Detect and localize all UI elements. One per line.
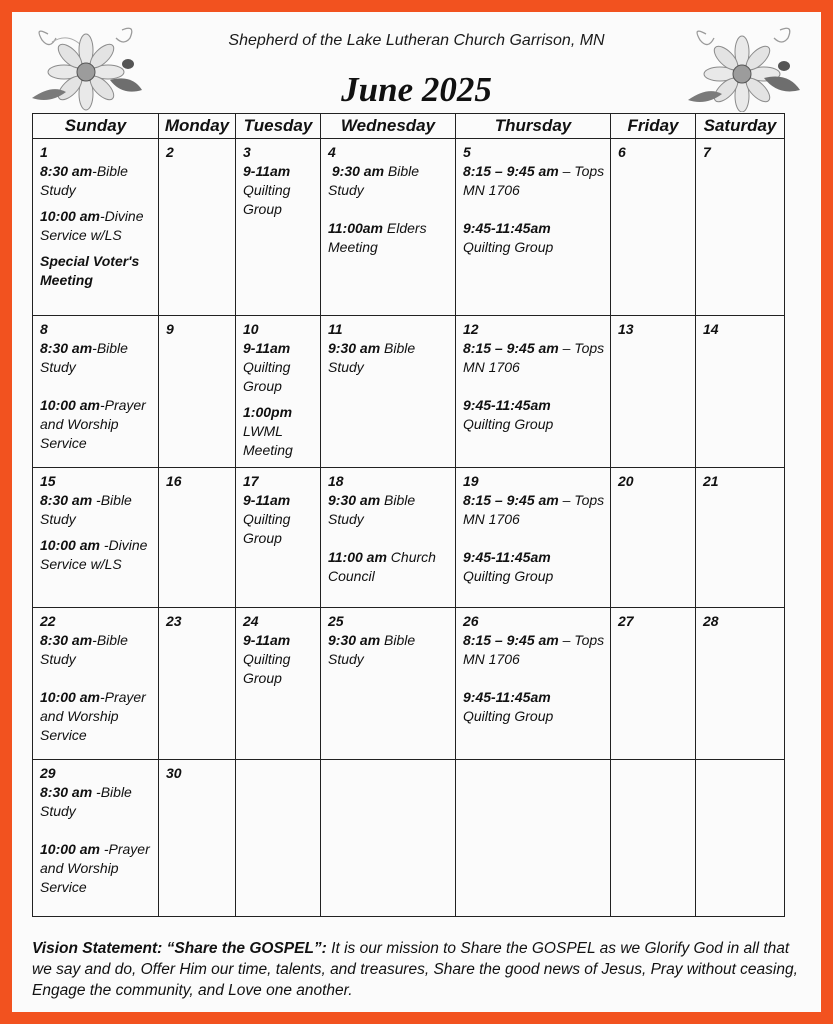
day-cell [696, 608, 785, 760]
day-cell [33, 316, 159, 468]
event-entry: 9:30 am Bible Study [328, 340, 416, 375]
day-cell [159, 468, 236, 608]
day-cell [159, 608, 236, 760]
day-number: 23 [166, 613, 182, 629]
day-number: 2 [166, 144, 174, 160]
event-entry: 10:00 am -Prayer and Worship Service [40, 841, 150, 895]
calendar-grid [32, 113, 785, 917]
weekday-saturday: Saturday [696, 114, 785, 139]
day-cell [321, 760, 456, 917]
day-cell [33, 139, 159, 316]
day-cell [236, 139, 321, 316]
day-number: 12 [463, 321, 479, 337]
day-cell [611, 760, 696, 917]
weekday-wednesday: Wednesday [321, 114, 456, 139]
event-entry: 9:45-11:45am Quilting Group [463, 397, 554, 432]
day-cell [236, 608, 321, 760]
event-entry: 9:45-11:45am Quilting Group [463, 220, 554, 255]
day-number: 21 [703, 473, 719, 489]
weekday-sunday: Sunday [33, 114, 159, 139]
event-entry: 10:00 am-Prayer and Worship Service [40, 689, 146, 743]
day-number: 8 [40, 321, 48, 337]
event-entry: 9:30 am Bible Study [328, 163, 420, 198]
day-cell [236, 316, 321, 468]
day-cell [456, 139, 611, 316]
day-number: 17 [243, 473, 259, 489]
day-cell [696, 468, 785, 608]
weekday-header-row [33, 114, 785, 139]
day-number: 11 [328, 321, 343, 337]
day-cell [696, 760, 785, 917]
day-number: 6 [618, 144, 626, 160]
event-entry: 9:30 am Bible Study [328, 492, 416, 527]
event-entry: Special Voter's Meeting [40, 253, 140, 288]
day-cell [236, 468, 321, 608]
day-number: 30 [166, 765, 182, 781]
weekday-thursday: Thursday [456, 114, 611, 139]
event-entry: 8:30 am -Bible Study [40, 784, 132, 819]
day-number: 14 [703, 321, 719, 337]
vision-label: Vision Statement: “Share the GOSPEL”: [32, 940, 327, 957]
event-entry: 10:00 am -Divine Service w/LS [40, 537, 148, 572]
event-entry: 1:00pm LWML Meeting [243, 404, 293, 458]
day-cell [159, 139, 236, 316]
day-cell [159, 316, 236, 468]
week-row [33, 608, 785, 760]
day-cell [236, 760, 321, 917]
event-entry: 8:15 – 9:45 am – Tops MN 1706 [463, 492, 605, 527]
event-entry: 8:15 – 9:45 am – Tops MN 1706 [463, 632, 605, 667]
day-cell [321, 468, 456, 608]
event-entry: 10:00 am-Divine Service w/LS [40, 208, 144, 243]
weekday-monday: Monday [159, 114, 236, 139]
event-entry: 11:00 am Church Council [328, 549, 436, 584]
week-row [33, 139, 785, 316]
day-number: 26 [463, 613, 479, 629]
church-name: Shepherd of the Lake Lutheran Church Garrison, MN [228, 32, 605, 49]
day-number: 4 [328, 144, 336, 160]
event-entry: 10:00 am-Prayer and Worship Service [40, 397, 146, 451]
day-cell [456, 760, 611, 917]
event-entry: 8:30 am -Bible Study [40, 492, 132, 527]
day-cell [611, 316, 696, 468]
day-number: 25 [328, 613, 344, 629]
day-cell [321, 316, 456, 468]
event-entry: 9:45-11:45am Quilting Group [463, 549, 554, 584]
day-number: 13 [618, 321, 634, 337]
day-number: 1 [40, 144, 48, 160]
day-number: 24 [243, 613, 259, 629]
day-cell [696, 316, 785, 468]
day-cell [321, 139, 456, 316]
day-number: 5 [463, 144, 471, 160]
week-row [33, 468, 785, 608]
bulletin-page [12, 12, 821, 1012]
day-number: 19 [463, 473, 479, 489]
day-cell [611, 608, 696, 760]
day-cell [611, 468, 696, 608]
event-entry: 8:30 am-Bible Study [40, 340, 128, 375]
day-cell [33, 468, 159, 608]
event-entry: 9-11am Quilting Group [243, 340, 291, 394]
event-entry: 8:30 am-Bible Study [40, 163, 128, 198]
event-entry: 8:30 am-Bible Study [40, 632, 128, 667]
month-title: June 2025 [341, 70, 492, 109]
day-number: 9 [166, 321, 174, 337]
weekday-tuesday: Tuesday [236, 114, 321, 139]
day-cell [696, 139, 785, 316]
event-entry: 8:15 – 9:45 am – Tops MN 1706 [463, 340, 605, 375]
day-number: 27 [618, 613, 634, 629]
week-row [33, 760, 785, 917]
day-number: 10 [243, 321, 259, 337]
day-number: 7 [703, 144, 711, 160]
event-entry: 9:30 am Bible Study [328, 632, 416, 667]
day-cell [33, 608, 159, 760]
week-row [33, 316, 785, 468]
event-entry: 9:45-11:45am Quilting Group [463, 689, 554, 724]
day-number: 22 [40, 613, 56, 629]
event-entry: 9-11am Quilting Group [243, 163, 291, 217]
day-number: 29 [40, 765, 56, 781]
day-cell [159, 760, 236, 917]
day-number: 20 [618, 473, 634, 489]
event-entry: 11:00am Elders Meeting [328, 220, 427, 255]
event-entry: 9-11am Quilting Group [243, 492, 291, 546]
day-cell [33, 760, 159, 917]
vision-text: It is our mission to Share the GOSPEL as we Glorify God in all that we say and do, Offer Him our time, talents, and treasures, Share the good news of Jesus, Pray without ceasing, Engage the community, and Love one another. [32, 940, 798, 999]
day-number: 16 [166, 473, 182, 489]
day-cell [611, 139, 696, 316]
weekday-friday: Friday [611, 114, 696, 139]
day-number: 18 [328, 473, 344, 489]
vision-statement [32, 938, 807, 1001]
event-entry: 8:15 – 9:45 am – Tops MN 1706 [463, 163, 605, 198]
day-cell [456, 468, 611, 608]
day-cell [321, 608, 456, 760]
day-number: 28 [703, 613, 719, 629]
day-cell [456, 608, 611, 760]
event-entry: 9-11am Quilting Group [243, 632, 291, 686]
day-number: 3 [243, 144, 251, 160]
day-number: 15 [40, 473, 56, 489]
day-cell [456, 316, 611, 468]
